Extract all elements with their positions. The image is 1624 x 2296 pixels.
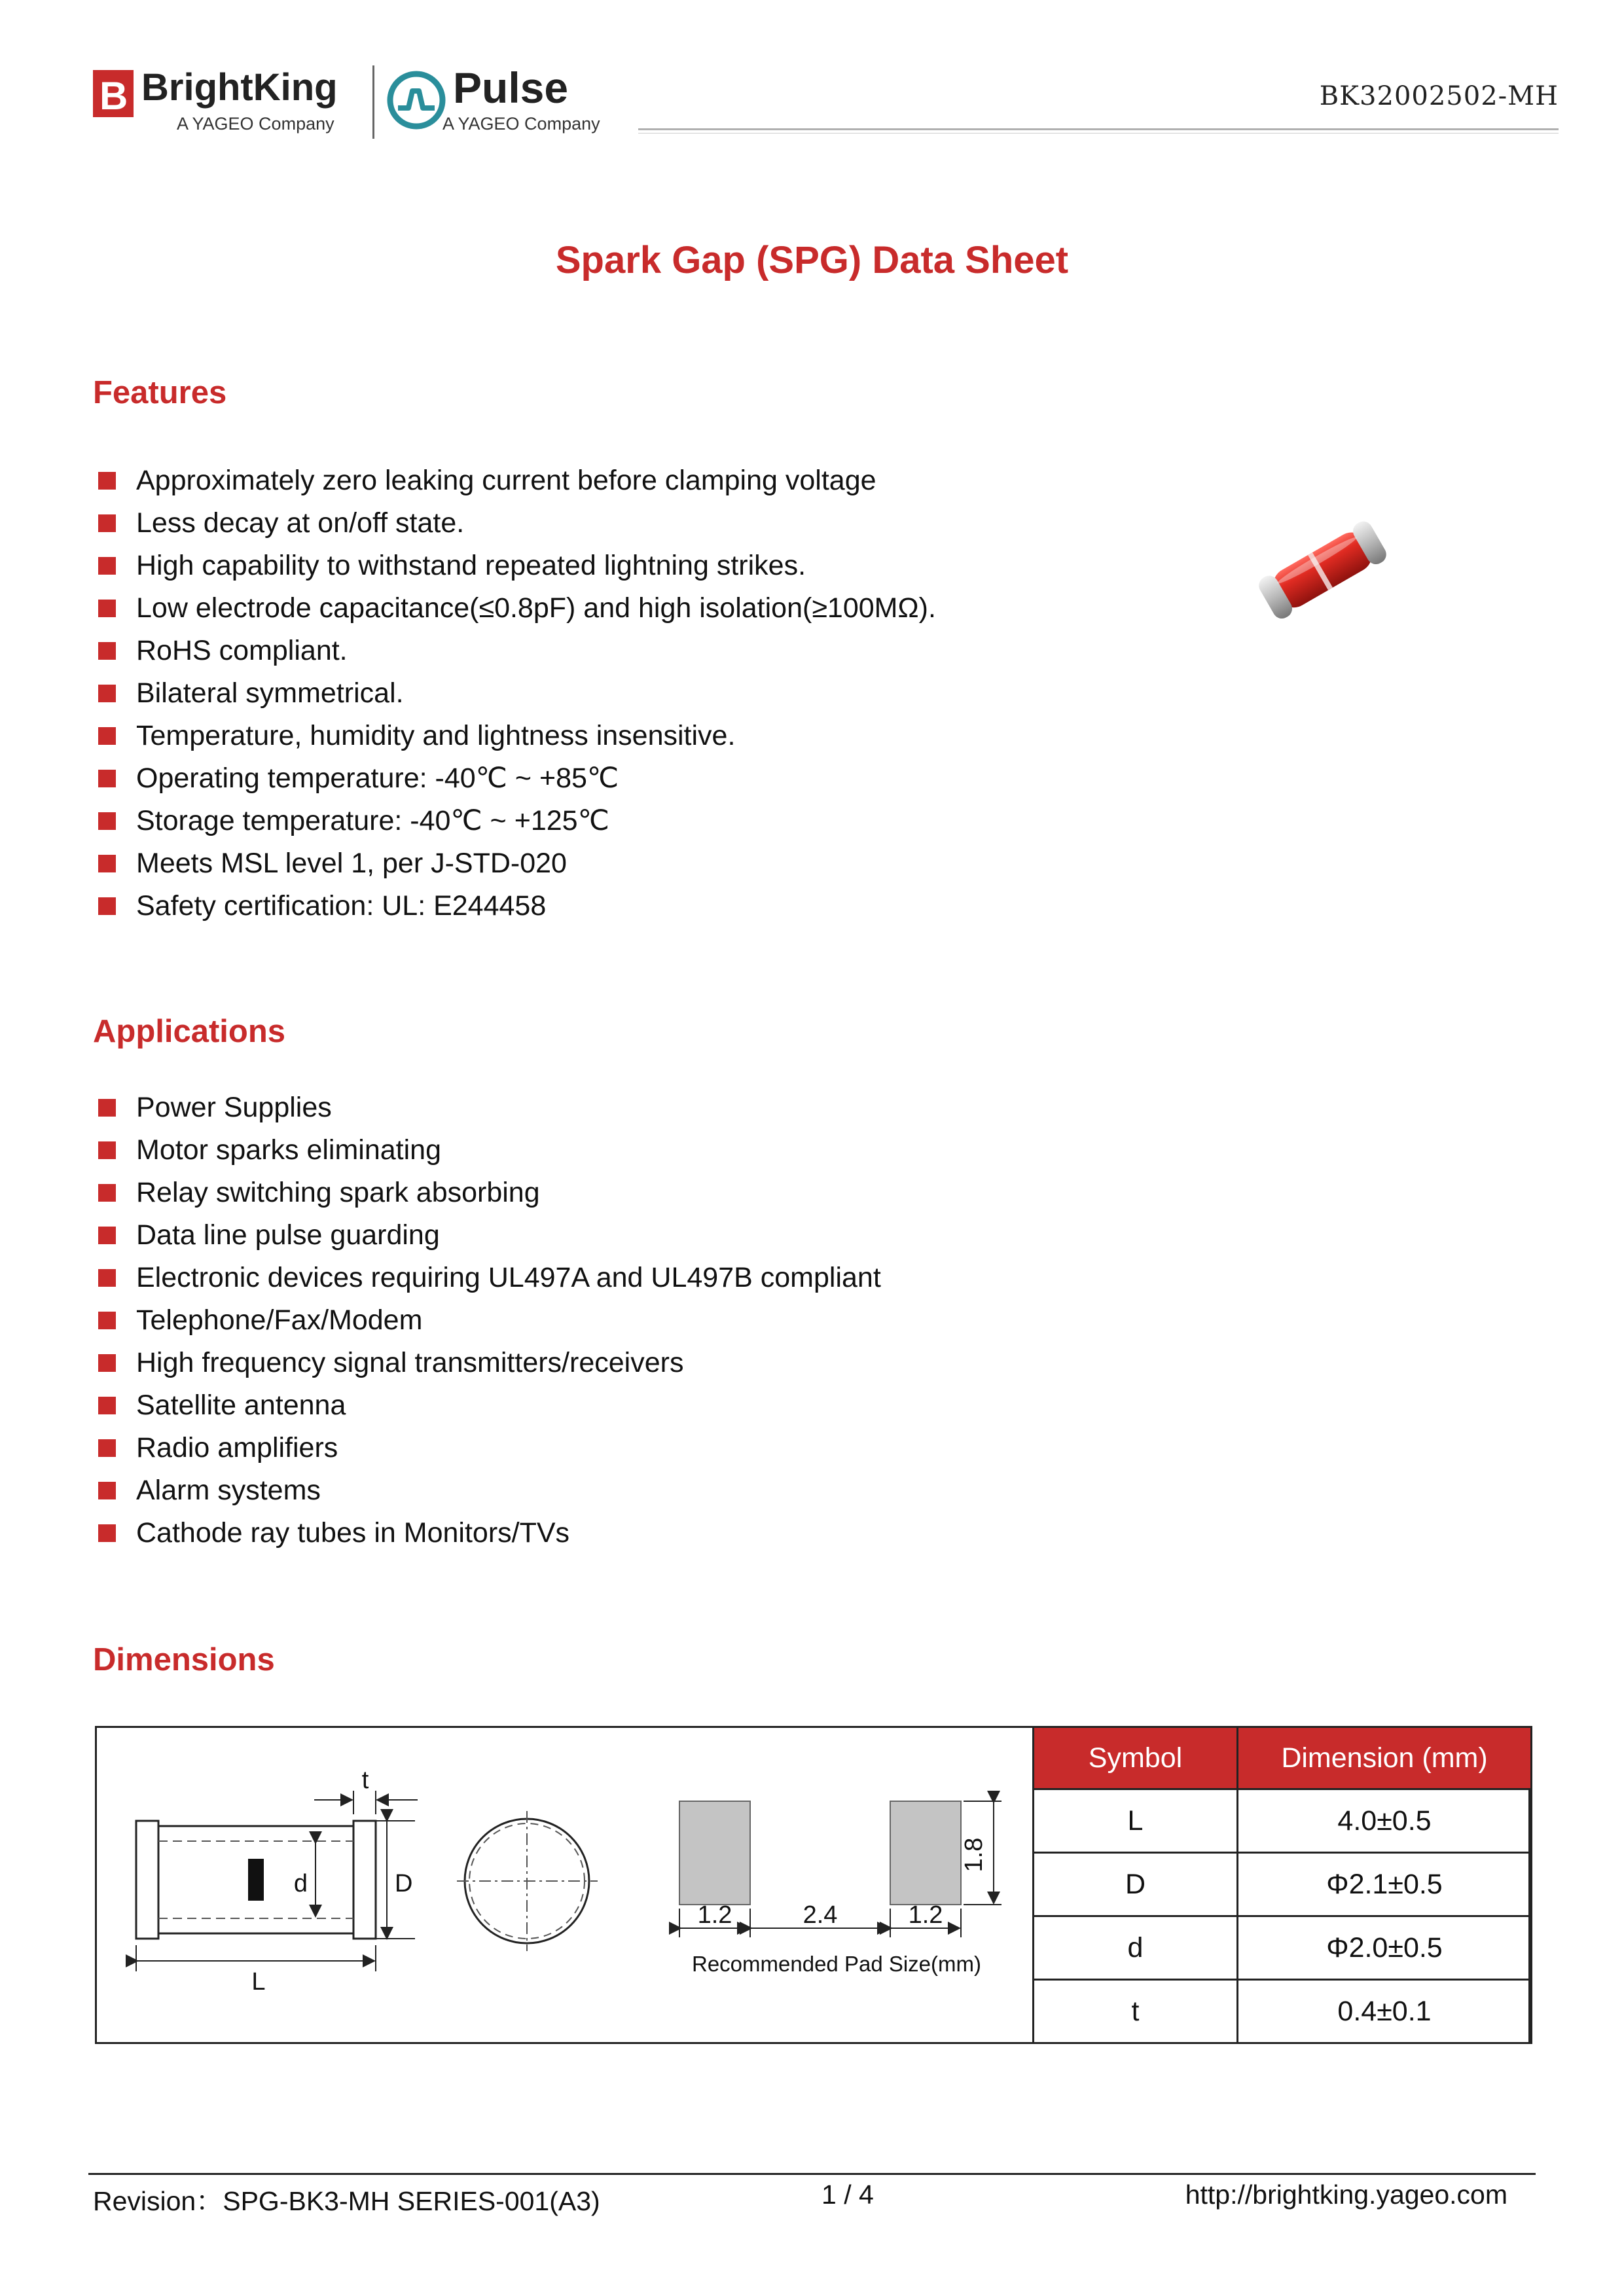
list-item [98, 1172, 881, 1214]
dimension-cell: 0.4±0.1 [1238, 1980, 1532, 2043]
bullet-square-icon [98, 514, 116, 532]
dimension-cell: Φ2.1±0.5 [1238, 1853, 1532, 1916]
pulse-logo-mark [390, 74, 442, 126]
recommended-pad-drawing [679, 1801, 1001, 1976]
header-symbol: Symbol [1034, 1727, 1238, 1789]
applications-list [98, 1086, 881, 1554]
list-item [98, 885, 936, 927]
pad-width-left-label: 1.2 [697, 1901, 732, 1929]
list-item [98, 630, 936, 672]
list-item-text: RoHS compliant. [136, 635, 348, 666]
list-item [98, 545, 936, 587]
pad-height-label: 1.8 [960, 1837, 988, 1873]
list-item [98, 459, 936, 502]
dimensions-heading: Dimensions [93, 1642, 275, 1677]
footer-revision: Revision：SPG-BK3-MH SERIES-001(A3) [93, 2186, 600, 2216]
dim-label-D: D [395, 1870, 413, 1897]
document-number: BK32002502-MH [1319, 81, 1559, 111]
list-item [98, 1214, 881, 1257]
list-item [98, 842, 936, 885]
list-item-text: Power Supplies [136, 1092, 332, 1123]
dimension-cell: 4.0±0.5 [1238, 1789, 1532, 1853]
list-item-text: Data line pulse guarding [136, 1219, 440, 1251]
symbol-cell: L [1034, 1789, 1238, 1853]
symbol-cell: t [1034, 1980, 1238, 2043]
list-item-text: Electronic devices requiring UL497A and UL497B compliant [136, 1262, 881, 1293]
list-item-text: Radio amplifiers [136, 1432, 338, 1463]
list-item [98, 1384, 881, 1427]
pulse-logo [386, 62, 622, 141]
applications-heading: Applications [93, 1014, 286, 1049]
list-item [98, 800, 936, 842]
dim-label-t: t [361, 1767, 369, 1794]
bullet-square-icon [98, 1312, 116, 1329]
list-item [98, 757, 936, 800]
list-item [98, 1257, 881, 1299]
pad-width-right-label: 1.2 [908, 1901, 943, 1929]
bullet-square-icon [98, 557, 116, 575]
features-list [98, 459, 936, 927]
list-item-text: Operating temperature: -40℃ ~ +85℃ [136, 762, 619, 794]
header-rule [638, 128, 1559, 130]
list-item [98, 1427, 881, 1469]
pulse-logo-tagline: A YAGEO Company [442, 114, 600, 134]
list-item-text: Relay switching spark absorbing [136, 1177, 540, 1208]
bullet-square-icon [98, 770, 116, 787]
pad-right [890, 1801, 961, 1905]
pulse-logo-name: Pulse [453, 63, 569, 112]
pad-gap-label: 2.4 [803, 1901, 838, 1929]
list-item [98, 672, 936, 715]
footer-url-link[interactable]: http://brightking.yageo.com [1185, 2179, 1507, 2210]
document-title: Spark Gap (SPG) Data Sheet [555, 239, 1069, 281]
list-item [98, 1342, 881, 1384]
bullet-square-icon [98, 472, 116, 490]
footer-page-number: 1 / 4 [821, 2179, 874, 2210]
header-rule-thin [638, 133, 1559, 134]
brightking-logo [92, 62, 353, 141]
list-item [98, 1469, 881, 1512]
bullet-square-icon [98, 1354, 116, 1372]
bullet-square-icon [98, 897, 116, 915]
table-row [1034, 1853, 1532, 1916]
bullet-square-icon [98, 1269, 116, 1287]
list-item-text: Telephone/Fax/Modem [136, 1304, 423, 1336]
bullet-square-icon [98, 1524, 116, 1542]
list-item-text: Alarm systems [136, 1475, 321, 1506]
dim-label-L: L [251, 1968, 266, 1996]
list-item-text: Bilateral symmetrical. [136, 677, 404, 709]
features-heading: Features [93, 375, 227, 410]
symbol-cell: d [1034, 1916, 1238, 1980]
bullet-square-icon [98, 600, 116, 617]
header-dimension: Dimension (mm) [1238, 1727, 1532, 1789]
brightking-logo-tagline: A YAGEO Company [177, 114, 334, 134]
list-item-text: Safety certification: UL: E244458 [136, 890, 547, 922]
list-item [98, 1512, 881, 1554]
pad-left [679, 1801, 750, 1905]
pad-caption: Recommended Pad Size(mm) [692, 1952, 981, 1976]
list-item-text: Meets MSL level 1, per J-STD-020 [136, 848, 567, 879]
table-row [1034, 1916, 1532, 1980]
dimension-table [1032, 1726, 1532, 2044]
list-item [98, 1086, 881, 1129]
brightking-logo-name: BrightKing [141, 66, 338, 109]
bullet-square-icon [98, 1099, 116, 1117]
spark-gap-product-image [1244, 504, 1401, 635]
list-item-text: Less decay at on/off state. [136, 507, 465, 539]
svg-text:B: B [99, 74, 128, 118]
bullet-square-icon [98, 1184, 116, 1202]
list-item-text: High capability to withstand repeated lightning strikes. [136, 550, 806, 581]
bullet-square-icon [98, 1439, 116, 1457]
bullet-square-icon [98, 685, 116, 702]
list-item-text: Low electrode capacitance(≤0.8pF) and high isolation(≥100MΩ). [136, 592, 936, 624]
list-item [98, 1129, 881, 1172]
list-item-text: Cathode ray tubes in Monitors/TVs [136, 1517, 570, 1549]
footer-rule [88, 2173, 1536, 2175]
list-item-text: High frequency signal transmitters/receivers [136, 1347, 684, 1378]
bullet-square-icon [98, 642, 116, 660]
list-item-text: Motor sparks eliminating [136, 1134, 442, 1166]
bullet-square-icon [98, 812, 116, 830]
component-side-view [136, 1767, 418, 1996]
dimension-cell: Φ2.0±0.5 [1238, 1916, 1532, 1980]
component-end-view [457, 1811, 598, 1951]
dim-label-d: d [293, 1870, 308, 1897]
bullet-square-icon [98, 1227, 116, 1244]
list-item-text: Storage temperature: -40℃ ~ +125℃ [136, 805, 609, 836]
dimension-drawing [97, 1728, 1033, 2042]
table-row [1034, 1789, 1532, 1853]
list-item [98, 1299, 881, 1342]
table-row [1034, 1980, 1532, 2043]
list-item-text: Temperature, humidity and lightness insensitive. [136, 720, 736, 751]
bullet-square-icon [98, 727, 116, 745]
list-item [98, 715, 936, 757]
symbol-cell: D [1034, 1853, 1238, 1916]
list-item-text: Approximately zero leaking current before clamping voltage [136, 465, 876, 496]
dimension-table-header [1034, 1727, 1532, 1789]
bullet-square-icon [98, 855, 116, 872]
bullet-square-icon [98, 1397, 116, 1414]
logo-separator [372, 65, 374, 139]
bullet-square-icon [98, 1141, 116, 1159]
list-item-text: Satellite antenna [136, 1390, 346, 1421]
bullet-square-icon [98, 1482, 116, 1499]
list-item [98, 502, 936, 545]
list-item [98, 587, 936, 630]
